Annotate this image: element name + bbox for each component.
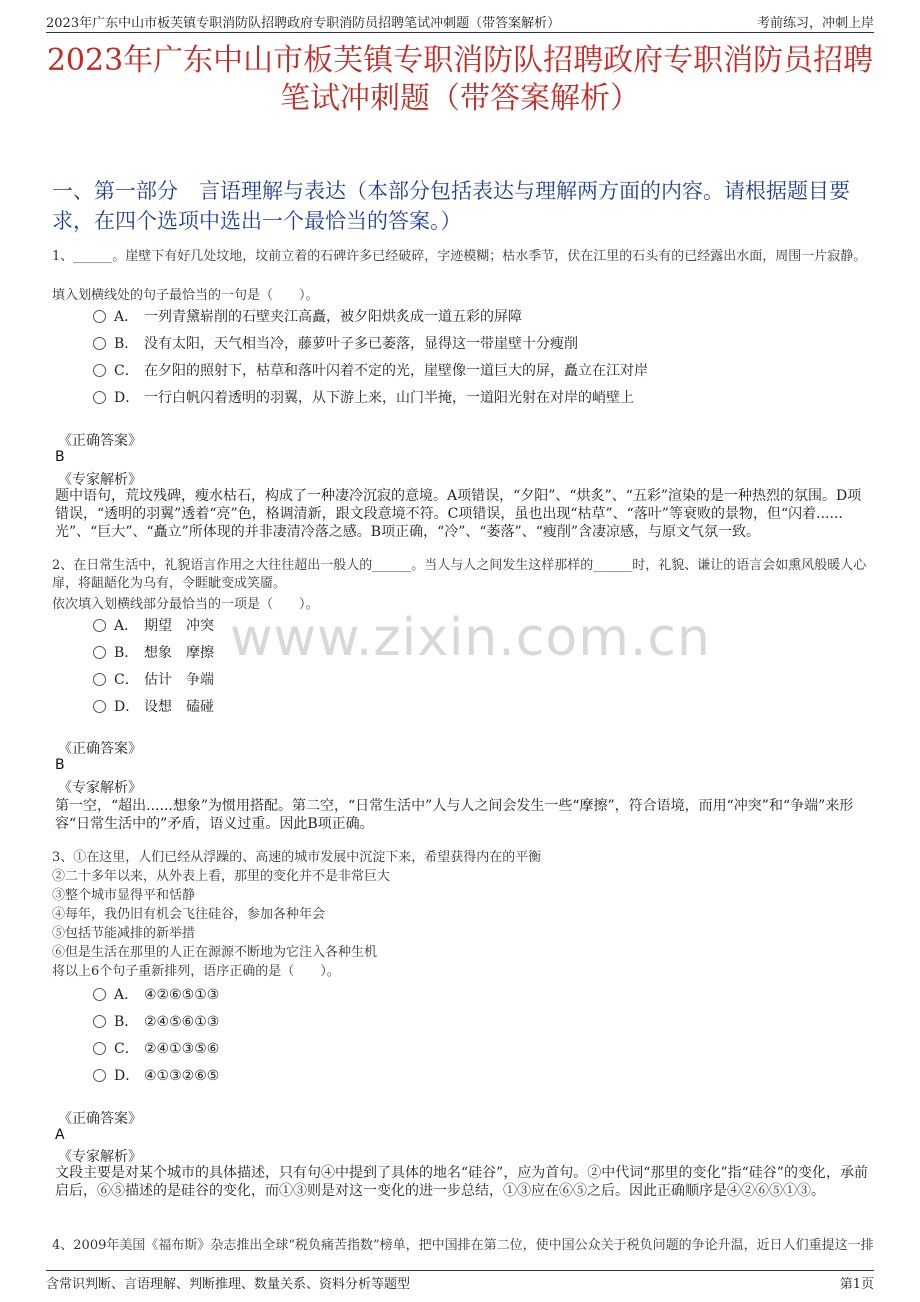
radio-icon[interactable] — [93, 391, 106, 404]
question-1-prompt: 填入划横线处的句子最恰当的一句是（ ）。 — [52, 288, 319, 303]
question-3-option-d[interactable]: D． ④①③②⑥⑤ — [93, 1066, 219, 1086]
question-3-line-3: ③整个城市显得平和恬静 — [52, 888, 196, 903]
question-2-option-b[interactable]: B． 想象 摩擦 — [93, 643, 214, 663]
radio-icon[interactable] — [93, 673, 106, 686]
header-slogan: 考前练习，冲刺上岸 — [756, 16, 874, 31]
header-doc-title: 2023年广东中山市板芙镇专职消防队招聘政府专职消防员招聘笔试冲刺题（带答案解析） — [46, 16, 561, 31]
question-2-option-c[interactable]: C． 估计 争端 — [93, 670, 214, 690]
question-2-analysis: 第一空，“超出......想象”为惯用搭配。第二空，“日常生活中”人与人之间会发生一些“摩擦”，符合语境，而用“冲突”和“争端”来形容“日常生活中的”矛盾，语义过重。因此B项正确。 — [55, 798, 854, 832]
question-2-answer: B — [55, 757, 65, 773]
radio-icon[interactable] — [93, 646, 106, 659]
question-1-option-b[interactable]: B． 没有太阳，天气相当冷，藤萝叶子多已萎落，显得这一带崖壁十分瘦削 — [93, 334, 578, 354]
question-1-option-d[interactable]: D． 一行白帆闪着透明的羽翼，从下游上来，山门半掩，一道阳光射在对岸的峭壁上 — [93, 388, 634, 408]
radio-icon[interactable] — [93, 1015, 106, 1028]
question-3-option-b[interactable]: B． ②④⑤⑥①③ — [93, 1012, 219, 1032]
answer-heading: 《正确答案》 — [58, 741, 142, 757]
analysis-heading: 《专家解析》 — [58, 780, 142, 796]
watermark: www.zixin.com.cn — [230, 608, 711, 668]
radio-icon[interactable] — [93, 619, 106, 632]
question-3-answer: A — [55, 1127, 65, 1143]
question-2-option-d[interactable]: D． 设想 磕碰 — [93, 697, 214, 717]
radio-icon[interactable] — [93, 1069, 106, 1082]
page-footer — [46, 1270, 874, 1291]
question-2-stem: 2、在日常生活中，礼貌语言作用之大往往超出一般人的______。当人与人之间发生这样那样的______时，礼貌、谦让的语言会如熏风般暖人心扉，将龃龉化为乌有，令睚眦变成笑靥。 — [52, 558, 867, 591]
question-3-option-c[interactable]: C． ②④①③⑤⑥ — [93, 1039, 219, 1059]
section-heading: 一、第一部分 言语理解与表达（本部分包括表达与理解两方面的内容。请根据题目要求，在四个选项中选出一个最恰当的答案。） — [52, 179, 850, 233]
analysis-heading: 《专家解析》 — [58, 472, 142, 488]
question-1-option-c[interactable]: C． 在夕阳的照射下，枯草和落叶闪着不定的光，崖壁像一道巨大的屏，矗立在江对岸 — [93, 361, 648, 381]
question-1-option-a[interactable]: A． 一列青黛崭削的石壁夹江高矗，被夕阳烘炙成一道五彩的屏障 — [93, 307, 522, 327]
question-3-stem: 3、①在这里，人们已经从浮躁的、高速的城市发展中沉淀下来，希望获得内在的平衡 — [52, 850, 542, 865]
answer-heading: 《正确答案》 — [58, 433, 142, 449]
question-1-answer: B — [55, 449, 65, 465]
radio-icon[interactable] — [93, 337, 106, 350]
question-3-line-4: ④每年，我仍旧有机会飞往硅谷，参加各种年会 — [52, 907, 326, 922]
question-2-prompt: 依次填入划横线部分最恰当的一项是（ ）。 — [52, 597, 319, 612]
question-2-option-a[interactable]: A． 期望 冲突 — [93, 616, 214, 636]
footer-topics: 含常识判断、言语理解、判断推理、数量关系、资料分析等题型 — [46, 1277, 411, 1292]
page-header — [46, 10, 874, 33]
radio-icon[interactable] — [93, 700, 106, 713]
question-4-stem: 4、2009年美国《福布斯》杂志推出全球“税负痛苦指数”榜单，把中国排在第二位，使中国公众关于税负问题的争论升温，近日人们重提这一排 — [52, 1238, 874, 1253]
radio-icon[interactable] — [93, 988, 106, 1001]
question-3-prompt: 将以上6个句子重新排列，语序正确的是（ ）。 — [52, 964, 340, 979]
answer-heading: 《正确答案》 — [58, 1111, 142, 1127]
radio-icon[interactable] — [93, 1042, 106, 1055]
analysis-heading: 《专家解析》 — [58, 1149, 142, 1165]
radio-icon[interactable] — [93, 364, 106, 377]
question-3-line-2: ②二十多年以来，从外表上看，那里的变化并不是非常巨大 — [52, 869, 391, 884]
question-3-analysis: 文段主要是对某个城市的具体描述，只有句④中提到了具体的地名“硅谷”，应为首句。②中代词“那里的变化”指“硅谷”的变化，承前启后，⑥⑤描述的是硅谷的变化，而①③则是对这一变化的进一步总结，①③应在⑥⑤之后。因此正确顺序是④②⑥⑤①③。 — [55, 1165, 868, 1199]
question-1-analysis: 题中语句，荒坟残碑，瘦水枯石，构成了一种凄冷沉寂的意境。A项错误，“夕阳”、“烘炙”、“五彩”渲染的是一种热烈的氛围。D项错误，“透明的羽翼”透着“亮”色，格调清新，跟文段意境不符。C项错误，虽也出现“枯草”、“落叶”等衰败的景物，但“闪着......光”、“巨大”、“矗立”所体现的并非凄清冷落之感。B项正确，“冷”、“萎落”、“瘦削”含凄凉感，与原文气氛一致。 — [55, 488, 862, 540]
question-3-option-a[interactable]: A． ④②⑥⑤①③ — [93, 985, 219, 1005]
document-title: 2023年广东中山市板芙镇专职消防队招聘政府专职消防员招聘笔试冲刺题（带答案解析） — [46, 43, 874, 116]
question-1-stem: 1、______。崖壁下有好几处坟地，坟前立着的石碑许多已经破碎，字迹模糊；枯水季节，伏在江里的石头有的已经露出水面，周围一片寂静。 — [52, 249, 867, 264]
question-3-line-6: ⑥但是生活在那里的人正在源源不断地为它注入各种生机 — [52, 945, 378, 960]
question-3-line-5: ⑤包括节能减排的新举措 — [52, 926, 196, 941]
page-number: 第1页 — [839, 1277, 874, 1292]
radio-icon[interactable] — [93, 310, 106, 323]
